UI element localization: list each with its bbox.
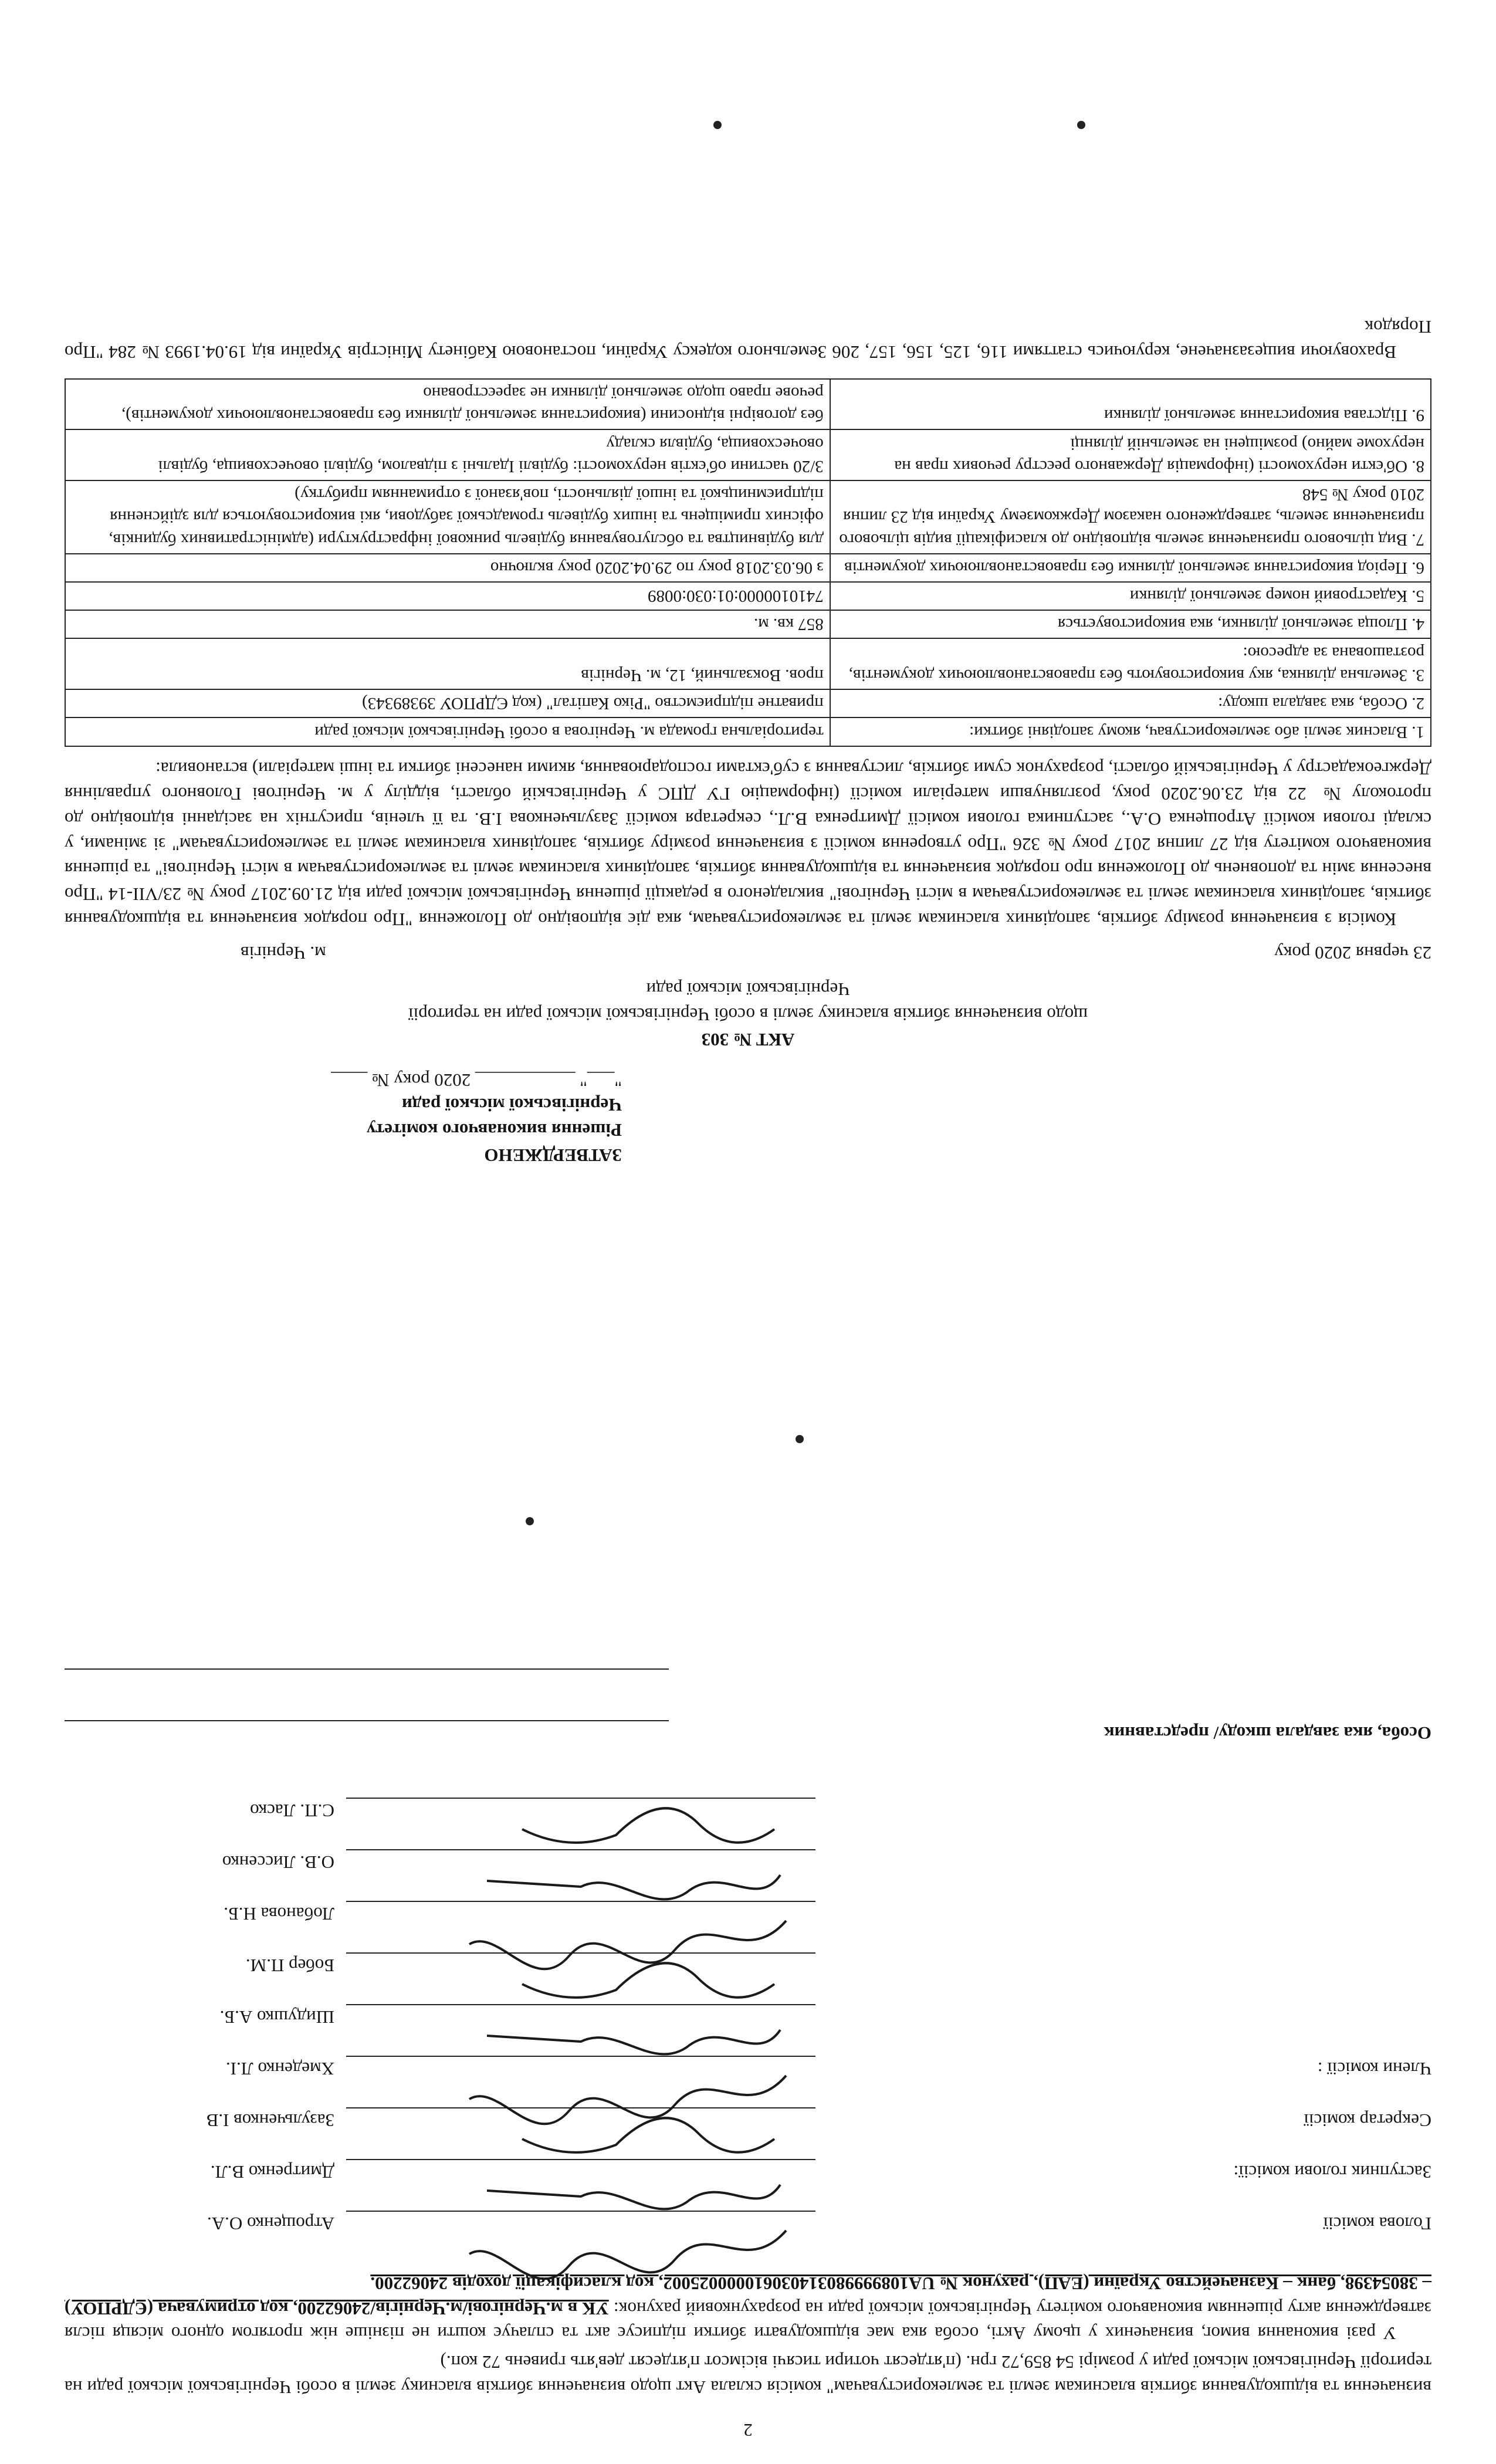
signature-line <box>346 1798 815 1834</box>
signature-role: Голова комісії <box>1323 2213 1431 2234</box>
punch-hole-mark <box>713 121 722 129</box>
table-value-cell: 3/20 частини об'єктів нерухомості: будівлі Ідальні з підвалом, будівлі овочесховища, будівлі овочесховища, будівля складу <box>65 429 830 480</box>
page-1-content <box>65 314 1431 1167</box>
table-value-cell: для будівництва та обслуговування будівель ринкової інфраструктури (адміністративних будинків, офісних приміщень та інших будівель громадської забудови, які використовуються для здійснення підприємницької та іншої діяльності, пов'язаної з отриманням прибутку) <box>65 480 830 554</box>
table-value-cell: без договірні відносини (використання земельної ділянки без правовстановлюючих документів), речове право щодо земельної ділянки не зареєстровано <box>65 379 830 430</box>
punch-hole-mark <box>796 1435 804 1443</box>
act-subtitle-2: Чернігівської міської ради <box>646 979 850 1000</box>
table-row <box>65 429 1431 480</box>
signature-row <box>65 1798 1431 1834</box>
signature-name: Бобер П.М. <box>245 1955 334 1976</box>
table-key-cell: 3. Земельна ділянка, яку використовують без правовстановлюючих документів, розташована за адресою: <box>830 638 1431 689</box>
approval-line-3: "___" ___________ 2020 року № ____ <box>331 1069 622 1091</box>
approval-title: ЗАТВЕРДЖЕНО <box>484 1145 622 1166</box>
table-row <box>65 480 1431 554</box>
act-page-2 <box>0 1232 1496 2464</box>
intro-paragraph: Комісія з визначення розміру збитків, заподіяних власникам землі та землекористувачам, яка діє відповідно до Положення "Про порядок визначення та відшкодування збитків, заподіяних власникам землі та землекористувачам в місті Чернігові" викладеного в редакції рішення Чернігівської міської ради від 21.09.2017 року № 23/VII-14 "Про внесення змін та доповнень до Положення про порядок визначення та відшкодування збитків, заподіяних власникам землі та землекористувачам в місті Чернігові" та рішення виконавчого комітету від 27 липня 2017 року № 326 "Про утворення комісії з визначення розміру збитків, заподіяних власникам землі та землекористувачам" зі змінами, у складі голови комісії Атрощенка О.А., заступника голови комісії Дмитренка В.Л., секретаря комісії Зазульченкова І.В. та її членів, присутніх на засіданні відповідно до протоколу № 22 від 23.06.2020 року, розглянувши матеріали комісії (інформацію ГУ ДПС у Чернігівській області, відділу у м. Чернігові Головного управління Держгеокадастру у Чернігівській області, розрахунок суми збитків, листування з суб'єктами господарювання, якими нанесені збитки та інші матеріали) встановила: <box>65 759 1431 930</box>
signature-role: Заступник голови комісії: <box>1233 2161 1431 2182</box>
table-row <box>65 689 1431 717</box>
table-value-cell: 857 кв. м. <box>65 610 830 638</box>
approval-line-2: Чернігівської міської ради <box>402 1095 622 1116</box>
signature-name: Хмеденко Л.І. <box>225 2058 334 2079</box>
signature-name: Дмитренко В.Л. <box>210 2161 334 2182</box>
signature-block <box>65 1798 1431 2247</box>
continuation-paragraph: визначення та відшкодування збитків власникам землі та землекористувачам" комісія склала Акт щодо визначення збитків власнику землі в особі Чернігівської міської ради на території Чернігівської міської ради у розмірі 54 859,72 грн. (п'ятдесят чотири тисячі вісімсот п'ятдесят дев'ять гривень 72 коп.) <box>65 2352 1431 2398</box>
offender-signature-row <box>65 1720 1431 1756</box>
closing-paragraph: Враховуючи вищезазначене, керуючись статтями 116, 125, 156, 157, 206 Земельного кодексу України, постановою Кабінету Міністрів України від 19.04.1993 № 284 "Про Порядок <box>65 317 1431 363</box>
signature-role: Секретар комісії <box>1304 2110 1431 2131</box>
table-key-cell: 1. Власник землі або землекористувач, якому заподіяні збитки: <box>830 717 1431 746</box>
approval-line-1: Рішення виконавчого комітету <box>366 1120 622 1141</box>
table-key-cell: 5. Кадастровий номер земельної ділянки <box>830 582 1431 610</box>
act-details-table <box>65 378 1431 747</box>
signature-name: Атрощенко О.А. <box>207 2213 334 2234</box>
act-city: м. Чернігів <box>241 942 326 963</box>
handwritten-signature <box>463 1800 792 1870</box>
punch-hole-mark <box>526 1517 534 1525</box>
table-key-cell: 8. Об'єкти нерухомості (інформація Державного реєстру речових прав на нерухоме майно) розміщені на земельній ділянці <box>830 429 1431 480</box>
offender-label: Особа, яка завдала шкоду/ представник <box>1104 1722 1431 1744</box>
offender-signature-line <box>65 1720 669 1756</box>
signature-role: Члени комісії : <box>1317 2058 1431 2079</box>
act-title: АКТ № 303 <box>701 1029 795 1050</box>
table-value-cell: пров. Вокзальний, 12, м. Чернігів <box>65 638 830 689</box>
signature-name: Зазульченков І.В <box>206 2110 334 2131</box>
act-subtitle-1: щодо визначення збитків власнику землі в особі Чернігівської міської ради на території <box>408 1004 1088 1025</box>
signature-name: О.В. Лиссенко <box>222 1852 334 1873</box>
table-value-cell: територіальна громада м. Чернігова в особі Чернігівської міської ради <box>65 717 830 746</box>
table-key-cell: 6. Період використання земельної ділянки без правовстановлюючих документів <box>830 554 1431 582</box>
table-key-cell: 9. Підстава використання земельної ділянки <box>830 379 1431 430</box>
table-row <box>65 638 1431 689</box>
table-row <box>65 717 1431 746</box>
table-row <box>65 554 1431 582</box>
table-value-cell: приватне підприємство "Ріко Капітал" (код ЄДРПОУ 39389343) <box>65 689 830 717</box>
table-row <box>65 379 1431 430</box>
approval-block <box>65 1067 622 1167</box>
act-date: 23 червня 2020 року <box>1274 942 1431 963</box>
signature-name: С.П. Ласко <box>250 1800 334 1821</box>
page-2-content <box>65 1653 1431 2399</box>
offender-signature-line-2 <box>65 1668 669 1705</box>
page-number: 2 <box>743 2420 753 2441</box>
offender-extra-line <box>65 1668 1431 1705</box>
payment-requisites: УК в м.Чернігові/м.Чернігів/24062200, код отримувача (ЄДРПОУ) – 38054398, банк – Казначейство України (ЕАП), рахунок № UA108999980314030610000025002, код класифікації доходів 24062200. <box>64 2273 1431 2319</box>
table-key-cell: 4. Площа земельної ділянки, яка використовується <box>830 610 1431 638</box>
punch-hole-mark <box>1077 121 1085 129</box>
signature-name: Шидушко А.Б. <box>219 2006 334 2028</box>
table-key-cell: 7. Вид цільового призначення земель відповідно до класифікації видів цільового призначення земель, затвердженого наказом Держкомзему України від 23 липня 2010 року № 548 <box>830 480 1431 554</box>
table-key-cell: 2. Особа, яка завдала шкоду: <box>830 689 1431 717</box>
table-row <box>65 582 1431 610</box>
date-row <box>65 940 1431 965</box>
signature-name: Лобанова Н.Б. <box>224 1903 334 1924</box>
table-row <box>65 610 1431 638</box>
table-value-cell: 7410100000:01:030:0089 <box>65 582 830 610</box>
table-value-cell: з 06.03.2018 року по 29.04.2020 року включно <box>65 554 830 582</box>
payment-text: У разі виконання вимог, визначених у цьому Акті, особа яка має відшкодувати збитки підписує акт та сплачує кошти не пізніше ніж протягом одного місяця після затвердження акту рішенням виконавчого комітету Чернігівської міської ради на розрахунковий рахунок: <box>65 2298 1431 2344</box>
